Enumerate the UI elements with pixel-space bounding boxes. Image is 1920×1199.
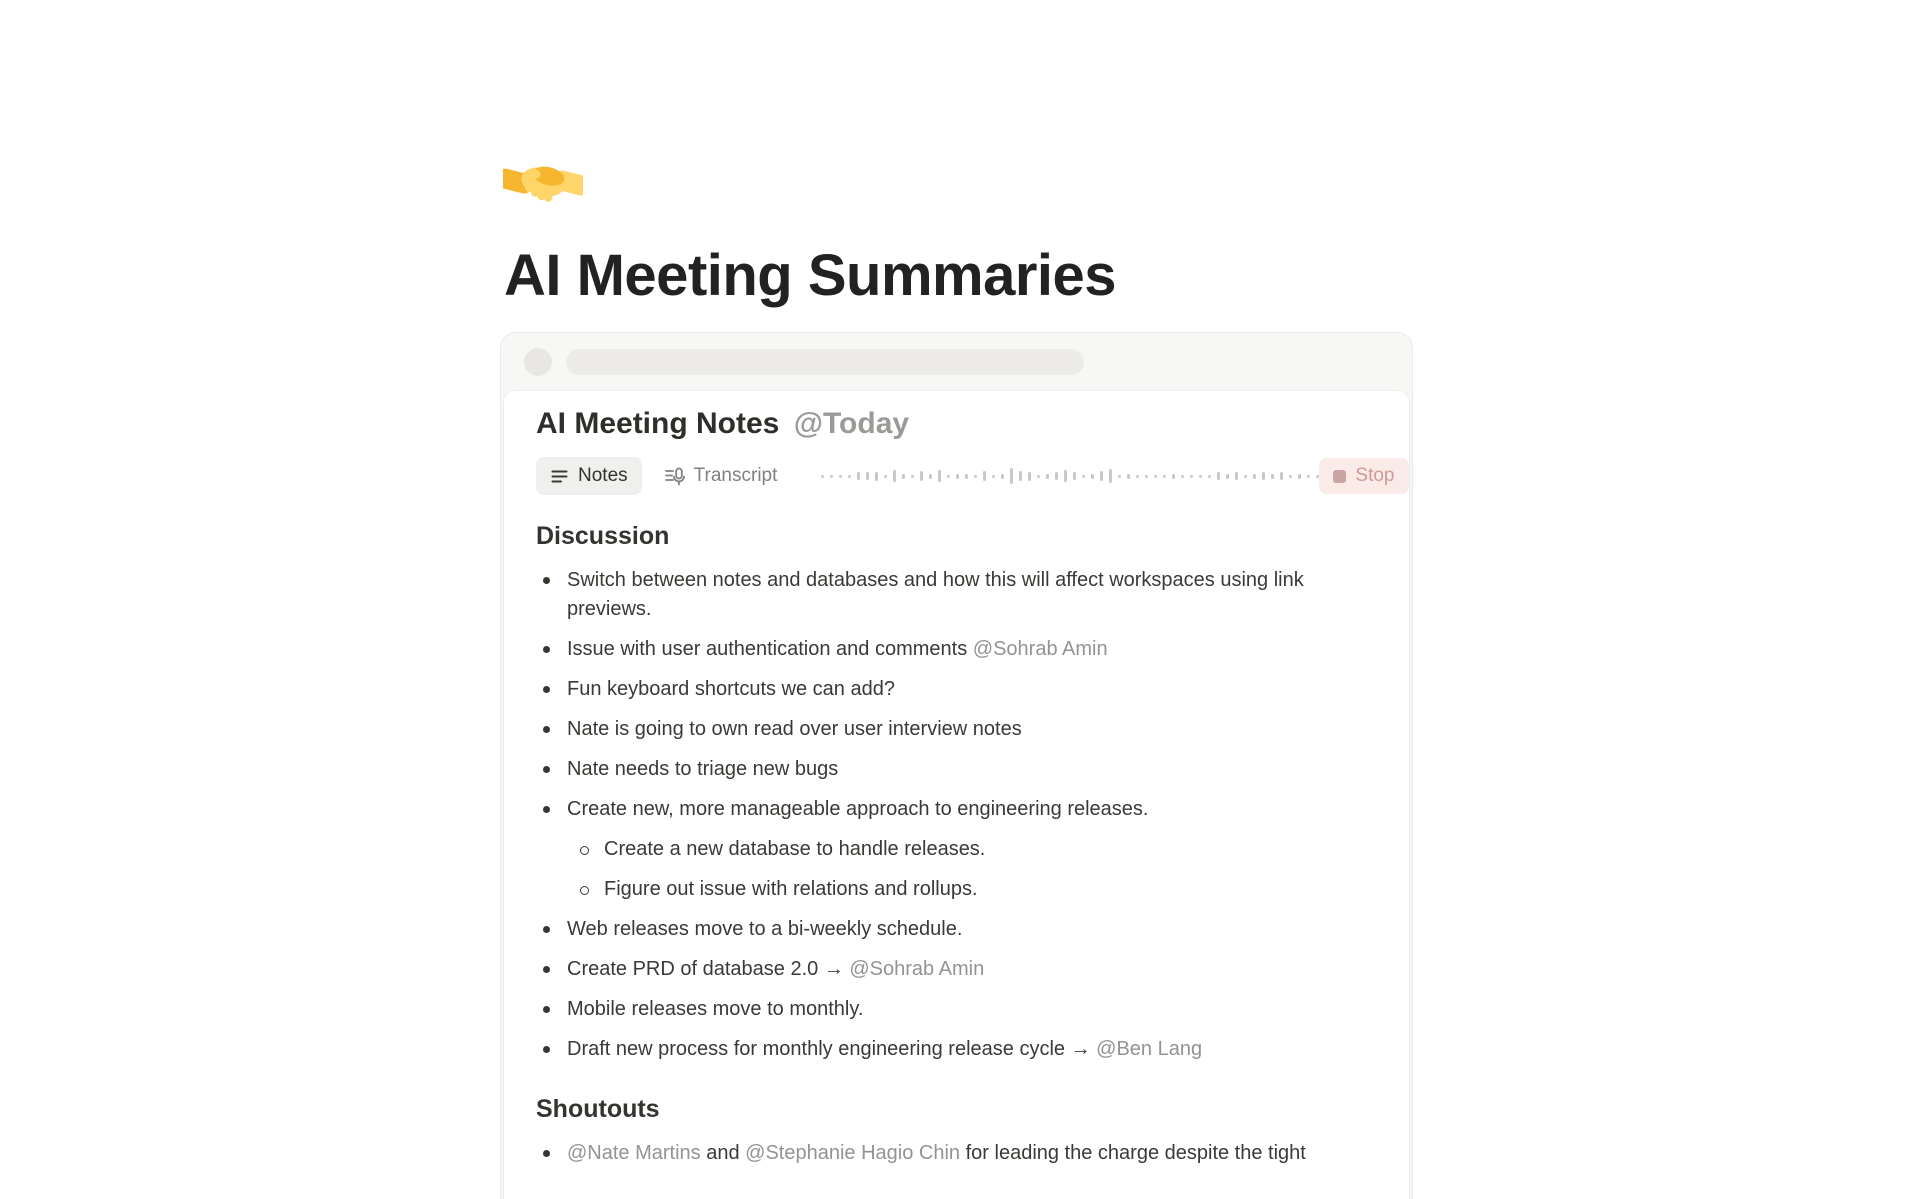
- waveform-bar: [1055, 472, 1058, 480]
- waveform-bar: [1118, 475, 1121, 478]
- waveform-bar: [884, 475, 887, 478]
- waveform-bar: [1073, 472, 1076, 480]
- waveform-bar: [1271, 474, 1274, 479]
- list-item[interactable]: [536, 915, 1377, 944]
- meeting-toolbar: [536, 457, 1395, 495]
- card-skeleton-header: [501, 333, 1412, 390]
- page-title[interactable]: AI Meeting Summaries: [504, 243, 1117, 308]
- item-text: Issue with user authentication and comments: [567, 638, 973, 660]
- tab-notes[interactable]: [536, 457, 642, 495]
- waveform-bar: [920, 471, 923, 481]
- list-item[interactable]: [536, 1139, 1377, 1168]
- waveform-bar: [983, 471, 986, 481]
- waveform-bar: [1226, 474, 1229, 479]
- waveform-bar: [1307, 475, 1310, 478]
- audio-waveform: [821, 466, 1319, 486]
- waveform-bar: [956, 474, 959, 479]
- notes-lines-icon: [550, 467, 569, 486]
- tab-notes-label: Notes: [578, 465, 628, 486]
- waveform-bar: [830, 475, 833, 478]
- bullet-list: [536, 1139, 1377, 1168]
- waveform-bar: [1145, 475, 1148, 478]
- list-item[interactable]: [573, 875, 1377, 904]
- list-item[interactable]: [536, 795, 1377, 824]
- item-text: Create PRD of database 2.0 →: [567, 958, 850, 980]
- waveform-bar: [1001, 474, 1004, 479]
- waveform-bar: [875, 472, 878, 481]
- waveform-bar: [1244, 475, 1247, 478]
- waveform-bar: [1289, 475, 1292, 478]
- waveform-bar: [1262, 472, 1265, 480]
- document-title[interactable]: [536, 405, 1377, 443]
- skeleton-circle: [524, 348, 552, 376]
- stop-recording-button[interactable]: [1319, 458, 1408, 494]
- waveform-bar: [1172, 474, 1175, 479]
- waveform-bar: [1082, 475, 1085, 478]
- list-item[interactable]: [536, 1035, 1377, 1064]
- meeting-notes-document: [503, 390, 1410, 1199]
- waveform-bar: [1298, 474, 1301, 479]
- waveform-bar: [974, 475, 977, 478]
- stop-square-icon: [1333, 470, 1346, 483]
- item-text: Fun keyboard shortcuts we can add?: [567, 678, 895, 700]
- waveform-bar: [839, 475, 842, 478]
- list-item[interactable]: [536, 995, 1377, 1024]
- transcript-mic-icon: [664, 466, 685, 487]
- item-text: Mobile releases move to monthly.: [567, 998, 864, 1020]
- list-item[interactable]: [573, 835, 1377, 864]
- waveform-bar: [929, 474, 932, 479]
- waveform-bar: [1181, 475, 1184, 478]
- item-text: Figure out issue with relations and rollups.: [604, 878, 978, 900]
- waveform-bar: [1109, 469, 1112, 483]
- waveform-bar: [1127, 474, 1130, 479]
- item-text: and: [700, 1142, 746, 1164]
- tab-transcript-label: Transcript: [693, 465, 778, 486]
- tab-transcript[interactable]: [650, 457, 792, 495]
- waveform-bar: [1199, 475, 1202, 478]
- person-mention[interactable]: @Sohrab Amin: [849, 958, 985, 980]
- waveform-bar: [1190, 475, 1193, 478]
- waveform-bar: [893, 470, 896, 482]
- waveform-bar: [1091, 474, 1094, 479]
- waveform-bar: [1028, 472, 1031, 481]
- card-body: [536, 521, 1377, 1168]
- waveform-bar: [1136, 475, 1139, 478]
- waveform-bar: [992, 475, 995, 478]
- date-mention-today[interactable]: @Today: [793, 407, 910, 440]
- waveform-bar: [902, 474, 905, 479]
- waveform-bar: [1019, 471, 1022, 481]
- section-heading[interactable]: Shoutouts: [536, 1095, 660, 1123]
- list-item[interactable]: [536, 635, 1377, 664]
- person-mention[interactable]: @Nate Martins: [567, 1142, 701, 1164]
- waveform-bar: [947, 475, 950, 478]
- stop-button-label: Stop: [1355, 465, 1395, 486]
- document-title-text: AI Meeting Notes: [536, 407, 780, 440]
- list-item[interactable]: [536, 566, 1377, 624]
- item-text: for leading the charge despite the tight: [960, 1142, 1306, 1164]
- waveform-bar: [1064, 470, 1067, 482]
- waveform-bar: [1163, 475, 1166, 478]
- item-text: Create a new database to handle releases.: [604, 838, 986, 860]
- waveform-bar: [1280, 472, 1283, 480]
- waveform-bar: [866, 472, 869, 480]
- item-text: Draft new process for monthly engineering release cycle →: [567, 1038, 1097, 1060]
- item-text: Create new, more manageable approach to engineering releases.: [567, 798, 1149, 820]
- waveform-bar: [1208, 475, 1211, 478]
- handshake-emoji[interactable]: [503, 142, 583, 222]
- waveform-bar: [911, 475, 914, 478]
- waveform-bar: [1100, 471, 1103, 481]
- list-item[interactable]: [536, 955, 1377, 984]
- waveform-bar: [1217, 472, 1220, 480]
- list-item[interactable]: [536, 675, 1377, 704]
- waveform-bar: [821, 475, 824, 478]
- waveform-bar: [1235, 472, 1238, 480]
- waveform-bar: [848, 475, 851, 478]
- person-mention[interactable]: @Stephanie Hagio Chin: [745, 1142, 961, 1164]
- waveform-bar: [1154, 475, 1157, 478]
- item-text: Nate needs to triage new bugs: [567, 758, 839, 780]
- person-mention[interactable]: @Ben Lang: [1096, 1038, 1203, 1060]
- waveform-bar: [857, 472, 860, 480]
- section-heading[interactable]: Discussion: [536, 522, 670, 550]
- waveform-bar: [1253, 474, 1256, 479]
- waveform-bar: [1010, 468, 1013, 484]
- person-mention[interactable]: @Sohrab Amin: [972, 638, 1108, 660]
- item-text: Web releases move to a bi-weekly schedule.: [567, 918, 963, 940]
- list-item[interactable]: [536, 715, 1377, 744]
- waveform-bar: [1037, 475, 1040, 478]
- item-text: Nate is going to own read over user interview notes: [567, 718, 1022, 740]
- item-text: Switch between notes and databases and how this will affect workspaces using link previews.: [567, 569, 1304, 620]
- waveform-bar: [965, 474, 968, 479]
- list-item[interactable]: [536, 755, 1377, 784]
- bullet-list: [536, 566, 1377, 1064]
- waveform-bar: [938, 470, 941, 482]
- meeting-notes-card: [500, 332, 1413, 1199]
- waveform-bar: [1046, 474, 1049, 479]
- skeleton-bar: [566, 349, 1084, 375]
